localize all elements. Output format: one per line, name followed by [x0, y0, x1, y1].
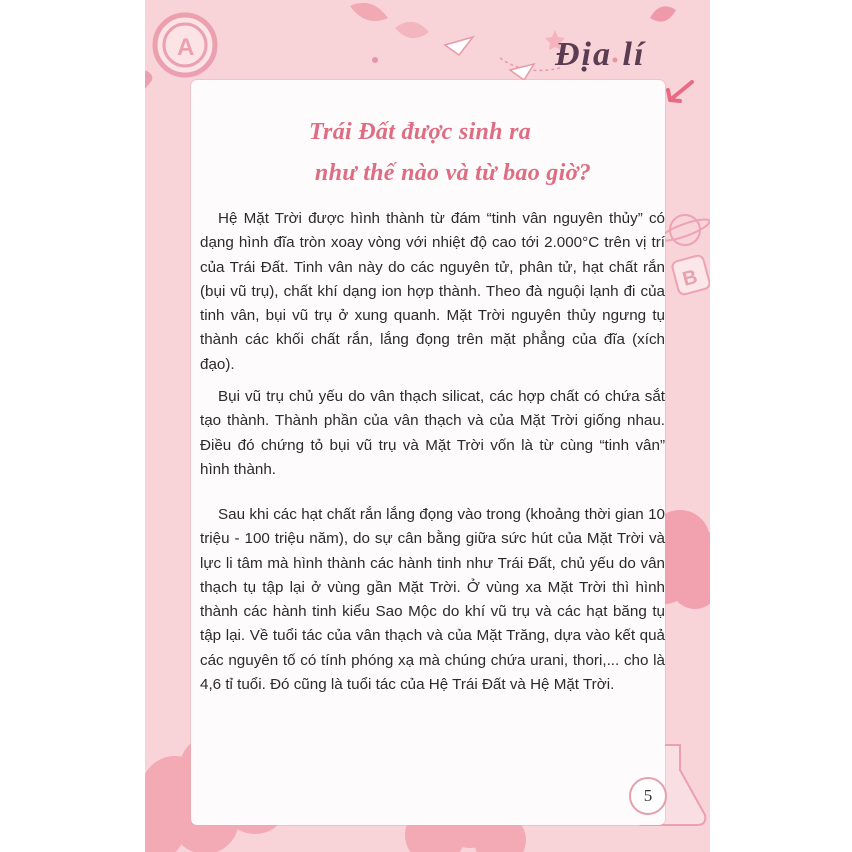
article-title-line1: Trái Đất được sinh ra: [308, 119, 532, 145]
svg-text:B: B: [680, 265, 700, 291]
paragraph-2: Bụi vũ trụ chủ yếu do vân thạch silicat, các hợp chất có chứa sắt tạo thành. Thành phần của vân thạch và của Mặt Trời giống nhau. Điều đó chứng tỏ bụi vũ trụ và Mặt Trời vốn là từ cùng “tinh vân” hình thành.: [200, 388, 665, 478]
article-title-line2: như thế nào và từ bao giờ?: [314, 160, 592, 186]
paragraph-1: Hệ Mặt Trời được hình thành từ đám “tinh vân nguyên thủy” có dạng hình đĩa tròn xoay vòng với nhiệt độ cao tới 2.000°C trên vị trí của Trái Đất. Tinh vân này do các nguyên tử, phân tử, hạt chất rắn (bụi vũ trụ), chất khí dạng ion hợp thành. Theo đà nguội lạnh đi của tinh vân, bụi vũ trụ ở xung quanh. Mặt Trời nguyên thủy ngưng tụ thành các khối chất rắn, lắng đọng trên mặt phẳng của đĩa (xích đạo).: [200, 210, 665, 373]
page-number: 5: [629, 777, 667, 815]
svg-text:A: A: [177, 34, 195, 61]
subject-title: Địa lí: [555, 36, 646, 73]
paragraph-3: Sau khi các hạt chất rắn lắng đọng vào trong (khoảng thời gian 10 triệu - 100 triệu năm), do sự cân bằng giữa sức hút của Mặt Trời và lực li tâm mà hình thành các hành tinh như Trái Đất, chủ yếu do vân thạch tụ tập lại ở vùng gần Mặt Trời. Ở vùng xa Mặt Trời thì hình thành các hành tinh kiểu Sao Mộc do khí vũ trụ và các hạt băng tụ tập lại. Về tuổi tác của vân thạch và của Mặt Trăng, dựa vào kết quả các nguyên tố có tính phóng xạ mà chúng chứa urani, thori,... cho là 4,6 tỉ tuổi. Đó cũng là tuổi tác của Hệ Trái Đất và Hệ Mặt Trời.: [200, 506, 665, 694]
